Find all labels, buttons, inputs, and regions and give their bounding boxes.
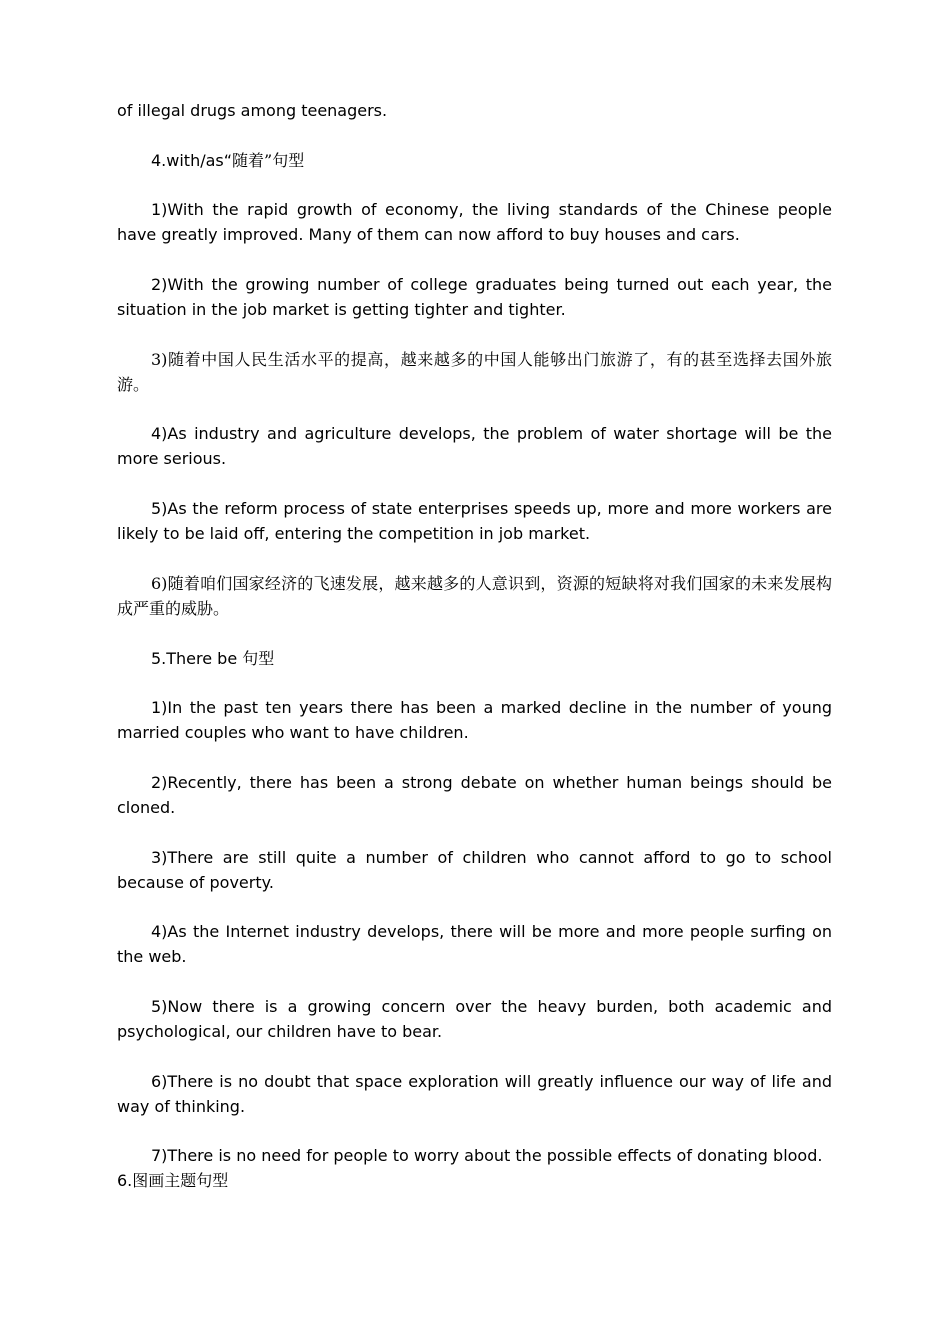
section-6-heading bbox=[117, 1168, 832, 1193]
section-5-heading bbox=[117, 646, 832, 671]
section-5-item-2: 2)Recently, there has been a strong debate on whether human beings should be cloned. bbox=[117, 772, 832, 817]
section-5-item-7: 7)There is no need for people to worry about the possible effects of donating blood. bbox=[151, 1146, 823, 1166]
section-6-heading-zh: 图画主题句型 bbox=[132, 1171, 229, 1191]
section-5-item-1: 1)In the past ten years there has been a marked decline in the number of young married couples who want to have children. bbox=[117, 698, 832, 743]
section-4-heading-prefix: 4.with/as“ bbox=[151, 150, 233, 170]
section-4-item-1: 1)With the rapid growth of economy, the living standards of the Chinese people have greatly improved. Many of them can now afford to buy houses and cars. bbox=[117, 200, 832, 245]
section-5-heading-prefix: 5.There be bbox=[151, 648, 243, 668]
section-5-item-4: 4)As the Internet industry develops, there will be more and more people surfing on the web. bbox=[117, 922, 832, 967]
section-4-heading-zh: 随着”句型 bbox=[232, 150, 305, 170]
section-4-item-6: 6)随着咱们国家经济的飞速发展，越来越多的人意识到，资源的短缺将对我们国家的未来发展构成严重的威胁。 bbox=[117, 573, 832, 618]
section-6-heading-prefix: 6. bbox=[117, 1171, 133, 1191]
intro-line: of illegal drugs among teenagers. bbox=[117, 101, 388, 120]
section-5-heading-zh: 句型 bbox=[242, 648, 275, 668]
section-4-item-3: 3)随着中国人民生活水平的提高，越来越多的中国人能够出门旅游了，有的甚至选择去国外旅游。 bbox=[117, 349, 832, 394]
document-page bbox=[117, 98, 832, 1193]
section-5-item-3: 3)There are still quite a number of children who cannot afford to go to school because of poverty. bbox=[117, 847, 832, 892]
section-4-heading bbox=[117, 148, 832, 173]
section-4-item-2: 2)With the growing number of college graduates being turned out each year, the situation in the job market is getting tighter and tighter. bbox=[117, 275, 832, 320]
section-4-item-4: 4)As industry and agriculture develops, the problem of water shortage will be the more serious. bbox=[117, 424, 832, 469]
section-5-item-5: 5)Now there is a growing concern over the heavy burden, both academic and psychological, our children have to bear. bbox=[117, 996, 832, 1041]
section-5-item-6: 6)There is no doubt that space exploration will greatly influence our way of life and way of thinking. bbox=[117, 1071, 832, 1116]
section-4-item-5: 5)As the reform process of state enterprises speeds up, more and more workers are likely to be laid off, entering the competition in job market. bbox=[117, 499, 832, 544]
